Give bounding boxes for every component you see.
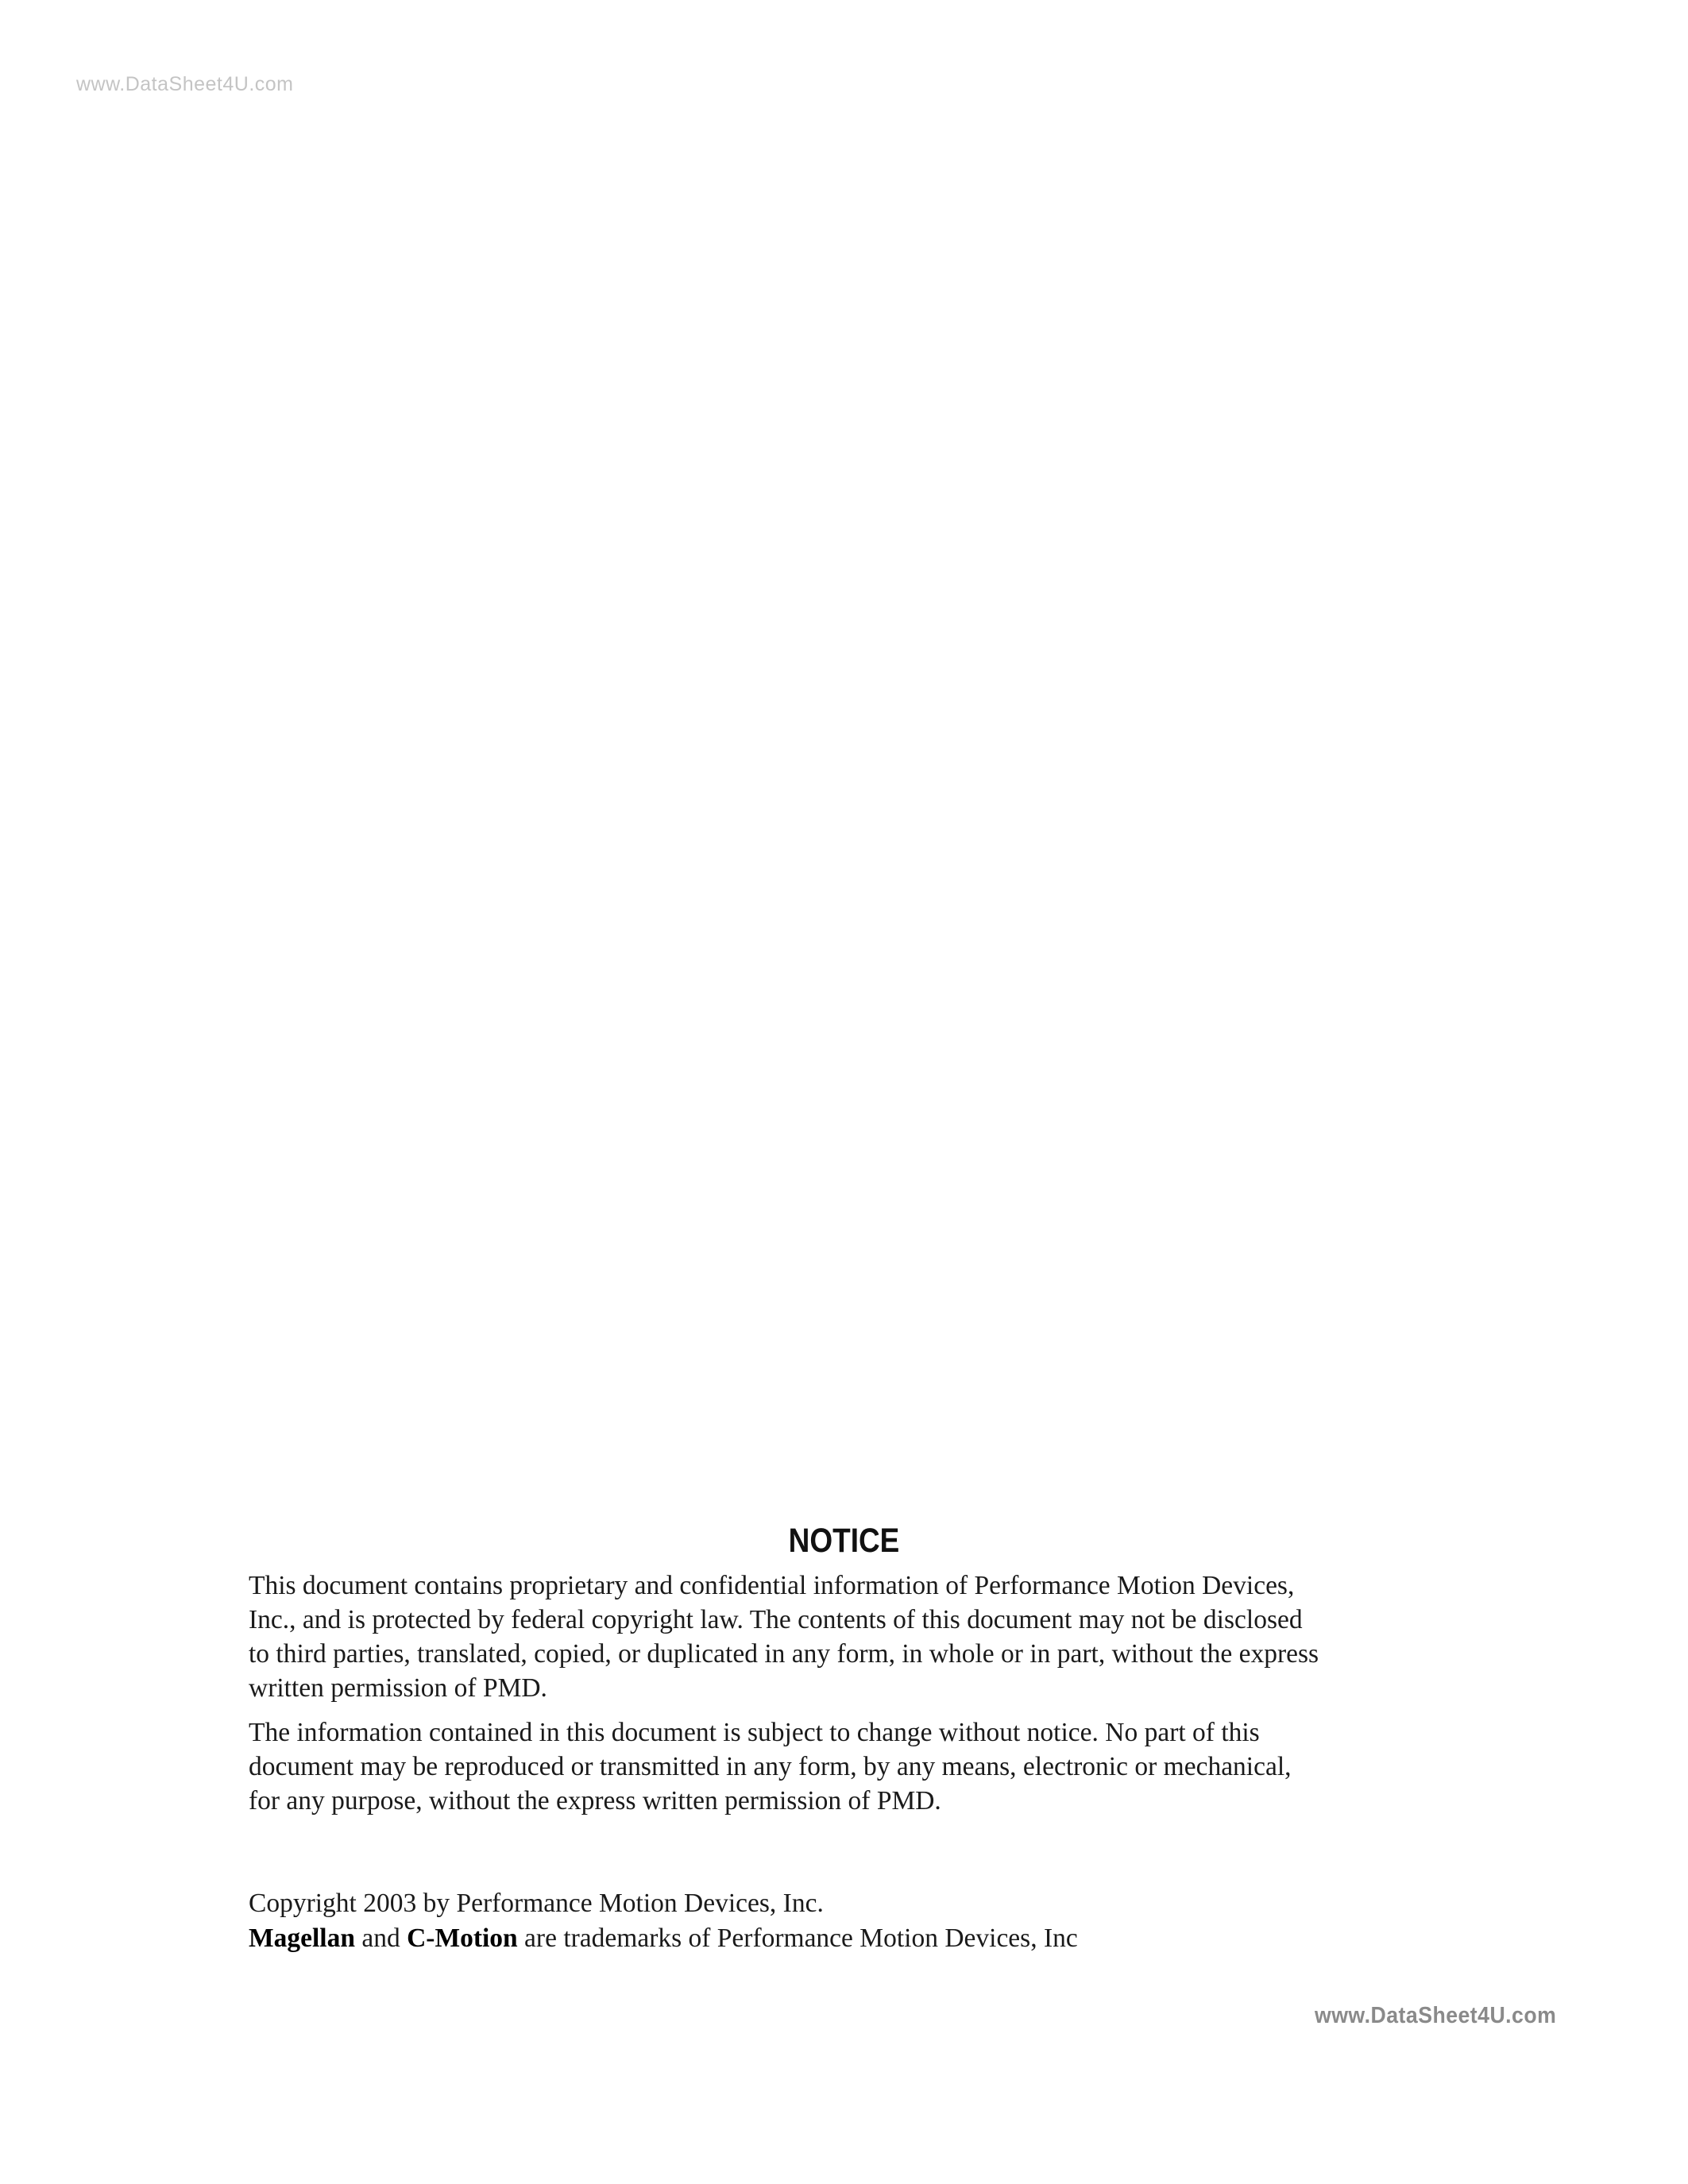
notice-paragraph-1 (249, 1569, 1440, 1705)
notice-p2-line: document may be reproduced or transmitted in any form, by any means, electronic or mechanical, (249, 1752, 1292, 1781)
copyright-line: Copyright 2003 by Performance Motion Devices, Inc. (249, 1889, 824, 1918)
watermark-bottom: www.DataSheet4U.com (1315, 2003, 1557, 2028)
trademark-magellan: Magellan (249, 1924, 355, 1953)
trademark-suffix: are trademarks of Performance Motion Devices, Inc (524, 1924, 1078, 1953)
notice-p1-line: Inc., and is protected by federal copyright law. The contents of this document may not be disclosed (249, 1605, 1303, 1634)
notice-body (249, 1569, 1440, 1828)
copyright-block (249, 1886, 1440, 1956)
watermark-top: www.DataSheet4U.com (76, 73, 294, 95)
notice-p2-line: for any purpose, without the express written permission of PMD. (249, 1786, 941, 1815)
trademark-and: and (361, 1924, 400, 1953)
trademark-c-motion: C-Motion (407, 1924, 518, 1953)
notice-p2-line: The information contained in this document is subject to change without notice. No part of this (249, 1718, 1260, 1747)
notice-p1-line: This document contains proprietary and confidential information of Performance Motion Devices, (249, 1571, 1295, 1600)
notice-p1-line: written permission of PMD. (249, 1673, 547, 1703)
trademark-line (249, 1921, 1440, 1956)
notice-p1-line: to third parties, translated, copied, or duplicated in any form, in whole or in part, without the express (249, 1639, 1319, 1669)
notice-paragraph-2 (249, 1715, 1440, 1818)
notice-title: NOTICE (788, 1522, 900, 1560)
